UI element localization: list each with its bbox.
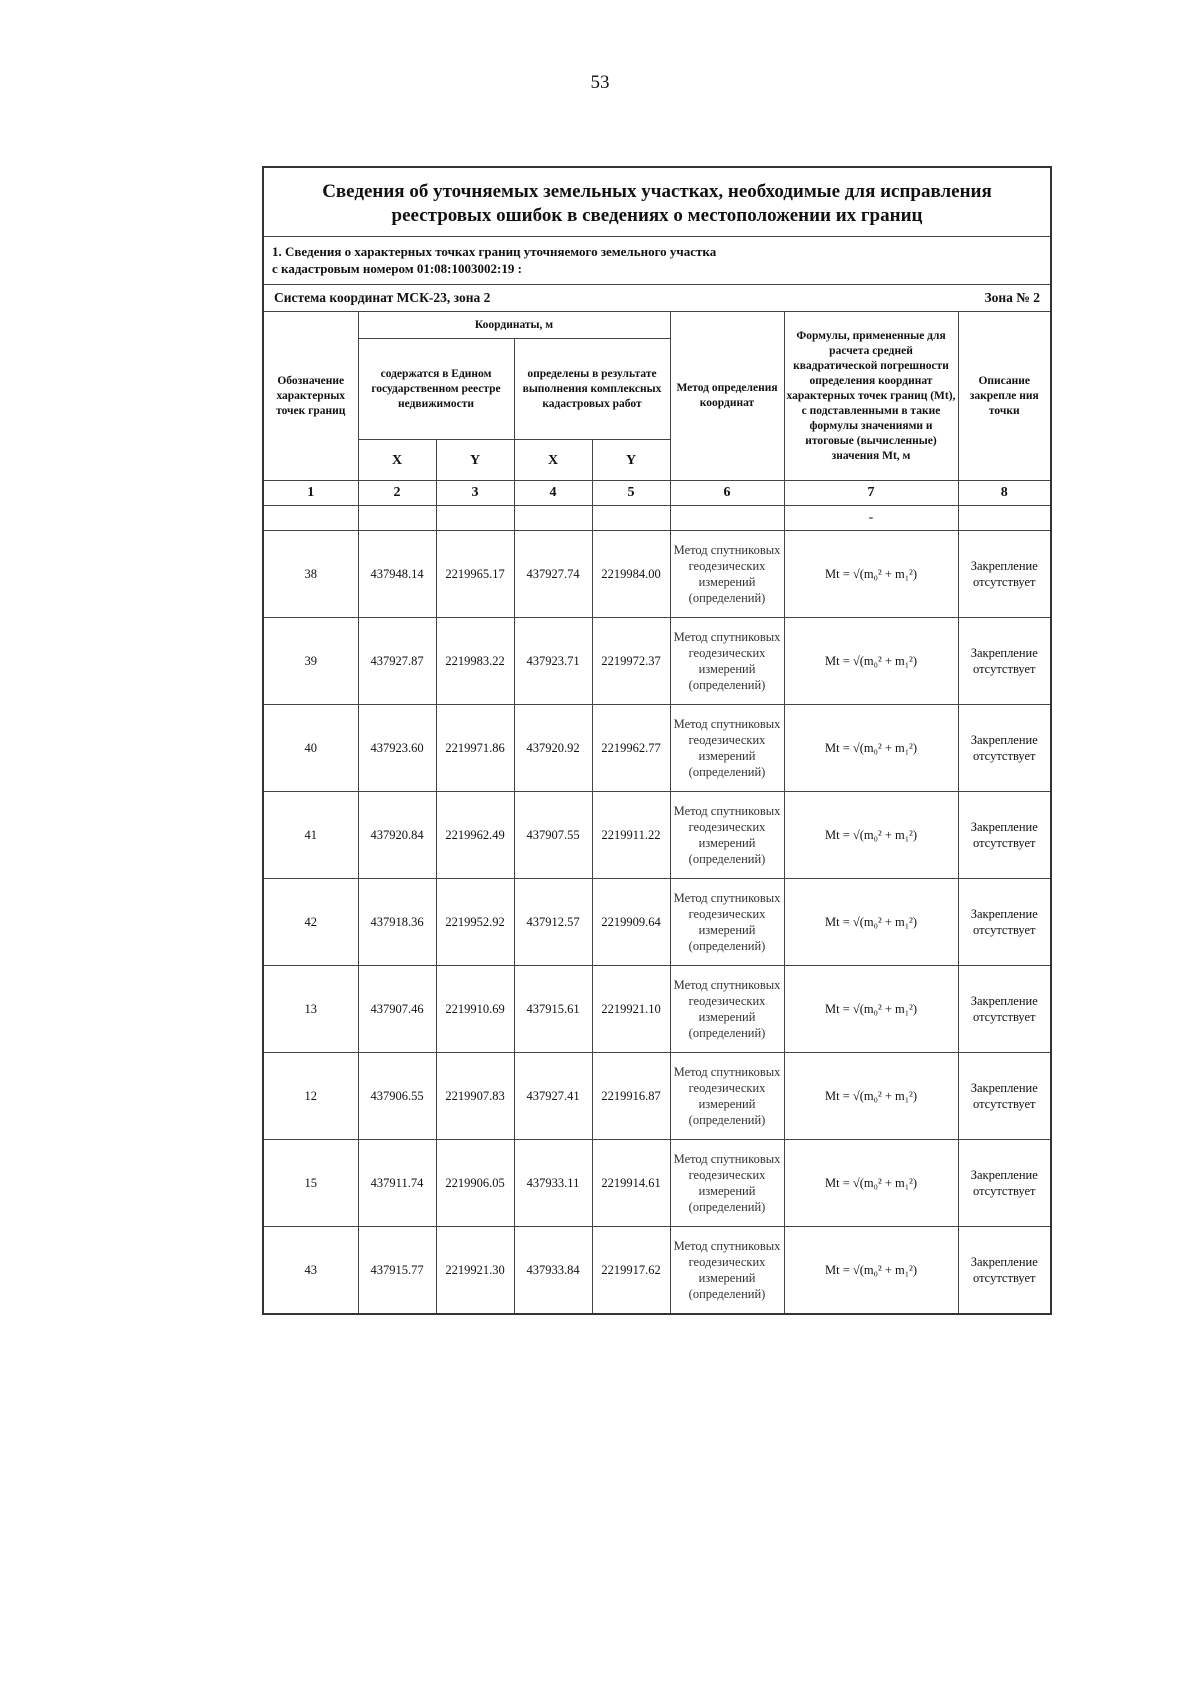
x-registry-cell: 437911.74: [358, 1140, 436, 1227]
blank-cell: [592, 506, 670, 531]
table-row: [264, 531, 1050, 618]
column-number: 2: [358, 481, 436, 506]
x-registry-cell: 437907.46: [358, 966, 436, 1053]
zone-label: Зона № 2: [984, 290, 1040, 305]
document-title: Сведения об уточняемых земельных участках, необходимые для исправления реестровых ошибок в сведениях о местоположении их границ: [264, 168, 1050, 237]
x-registry-cell: 437920.84: [358, 792, 436, 879]
blank-cell: [670, 506, 784, 531]
y-determined-cell: 2219962.77: [592, 705, 670, 792]
y-registry-cell: 2219907.83: [436, 1053, 514, 1140]
y-determined-cell: 2219916.87: [592, 1053, 670, 1140]
y-determined-cell: 2219911.22: [592, 792, 670, 879]
column-number: 6: [670, 481, 784, 506]
header-x-registry: X: [358, 440, 436, 481]
method-cell: Метод спутниковых геодезических измерений (определений): [670, 1227, 784, 1314]
x-registry-cell: 437927.87: [358, 618, 436, 705]
table-row: [264, 618, 1050, 705]
page-number: 53: [590, 72, 610, 93]
header-method: Метод определения координат: [670, 312, 784, 481]
point-cell: 15: [264, 1140, 358, 1227]
coordinate-system-label: Система координат МСК-23, зона 2: [274, 290, 491, 305]
column-numbers-row: [264, 481, 1050, 506]
x-determined-cell: 437927.74: [514, 531, 592, 618]
table-row: [264, 1227, 1050, 1314]
section-heading-line2: с кадастровым номером 01:08:1003002:19 :: [272, 261, 522, 276]
blank-cell: [958, 506, 1050, 531]
y-determined-cell: 2219921.10: [592, 966, 670, 1053]
y-determined-cell: 2219984.00: [592, 531, 670, 618]
column-number: 7: [784, 481, 958, 506]
y-determined-cell: 2219917.62: [592, 1227, 670, 1314]
point-cell: 12: [264, 1053, 358, 1140]
x-determined-cell: 437927.41: [514, 1053, 592, 1140]
x-determined-cell: 437933.84: [514, 1227, 592, 1314]
point-cell: 13: [264, 966, 358, 1053]
blank-cell: [436, 506, 514, 531]
blank-cell: [264, 506, 358, 531]
fixation-cell: Закрепление отсутствует: [958, 531, 1050, 618]
formula-cell: Mt = √(m₀² + m₁²): [784, 618, 958, 705]
y-registry-cell: 2219962.49: [436, 792, 514, 879]
x-determined-cell: 437933.11: [514, 1140, 592, 1227]
table-row: [264, 1053, 1050, 1140]
fixation-cell: Закрепление отсутствует: [958, 792, 1050, 879]
blank-dash-cell: -: [784, 506, 958, 531]
x-registry-cell: 437915.77: [358, 1227, 436, 1314]
y-registry-cell: 2219983.22: [436, 618, 514, 705]
header-x-determined: X: [514, 440, 592, 481]
point-cell: 43: [264, 1227, 358, 1314]
fixation-cell: Закрепление отсутствует: [958, 1227, 1050, 1314]
formula-cell: Mt = √(m₀² + m₁²): [784, 705, 958, 792]
y-registry-cell: 2219965.17: [436, 531, 514, 618]
table-row: [264, 966, 1050, 1053]
point-cell: 41: [264, 792, 358, 879]
method-cell: Метод спутниковых геодезических измерений (определений): [670, 705, 784, 792]
header-determined: определены в результате выполнения комплексных кадастровых работ: [514, 339, 670, 440]
fixation-cell: Закрепление отсутствует: [958, 1140, 1050, 1227]
formula-cell: Mt = √(m₀² + m₁²): [784, 792, 958, 879]
column-number: 5: [592, 481, 670, 506]
formula-cell: Mt = √(m₀² + m₁²): [784, 531, 958, 618]
point-cell: 42: [264, 879, 358, 966]
header-description: Описание закрепле ния точки: [958, 312, 1050, 481]
method-cell: Метод спутниковых геодезических измерений (определений): [670, 531, 784, 618]
formula-cell: Mt = √(m₀² + m₁²): [784, 966, 958, 1053]
x-determined-cell: 437923.71: [514, 618, 592, 705]
method-cell: Метод спутниковых геодезических измерений (определений): [670, 618, 784, 705]
x-determined-cell: 437920.92: [514, 705, 592, 792]
x-determined-cell: 437915.61: [514, 966, 592, 1053]
table-row: [264, 792, 1050, 879]
formula-cell: Mt = √(m₀² + m₁²): [784, 1227, 958, 1314]
method-cell: Метод спутниковых геодезических измерений (определений): [670, 879, 784, 966]
x-registry-cell: 437906.55: [358, 1053, 436, 1140]
table-row: [264, 879, 1050, 966]
column-number: 8: [958, 481, 1050, 506]
y-registry-cell: 2219910.69: [436, 966, 514, 1053]
y-determined-cell: 2219972.37: [592, 618, 670, 705]
y-registry-cell: 2219971.86: [436, 705, 514, 792]
y-registry-cell: 2219906.05: [436, 1140, 514, 1227]
x-registry-cell: 437918.36: [358, 879, 436, 966]
blank-cell: [514, 506, 592, 531]
point-cell: 40: [264, 705, 358, 792]
fixation-cell: Закрепление отсутствует: [958, 966, 1050, 1053]
x-registry-cell: 437948.14: [358, 531, 436, 618]
y-registry-cell: 2219952.92: [436, 879, 514, 966]
header-y-registry: Y: [436, 440, 514, 481]
coordinates-table: [264, 312, 1050, 1313]
formula-cell: Mt = √(m₀² + m₁²): [784, 879, 958, 966]
header-formulas: Формулы, примененные для расчета средней квадратической погрешности определения координат характерных точек границ (Mt), с подставленными в такие формулы значениями и итоговые (вычисленные) значения Mt, м: [784, 312, 958, 481]
column-number: 3: [436, 481, 514, 506]
table-row: [264, 1140, 1050, 1227]
x-determined-cell: 437912.57: [514, 879, 592, 966]
fixation-cell: Закрепление отсутствует: [958, 1053, 1050, 1140]
formula-cell: Mt = √(m₀² + m₁²): [784, 1053, 958, 1140]
column-number: 4: [514, 481, 592, 506]
coordinate-system-row: [264, 285, 1050, 312]
y-determined-cell: 2219914.61: [592, 1140, 670, 1227]
method-cell: Метод спутниковых геодезических измерений (определений): [670, 1140, 784, 1227]
header-coordinates: Координаты, м: [358, 312, 670, 339]
blank-cell: [358, 506, 436, 531]
header-in-registry: содержатся в Едином государственном реестре недвижимости: [358, 339, 514, 440]
x-determined-cell: 437907.55: [514, 792, 592, 879]
y-determined-cell: 2219909.64: [592, 879, 670, 966]
header-y-determined: Y: [592, 440, 670, 481]
point-cell: 38: [264, 531, 358, 618]
point-cell: 39: [264, 618, 358, 705]
method-cell: Метод спутниковых геодезических измерений (определений): [670, 1053, 784, 1140]
fixation-cell: Закрепление отсутствует: [958, 705, 1050, 792]
formula-cell: Mt = √(m₀² + m₁²): [784, 1140, 958, 1227]
document-table-container: [262, 166, 1052, 1315]
table-row: [264, 705, 1050, 792]
column-number: 1: [264, 481, 358, 506]
header-point-designation: Обозначение характерных точек границ: [264, 312, 358, 481]
fixation-cell: Закрепление отсутствует: [958, 618, 1050, 705]
blank-row: [264, 506, 1050, 531]
method-cell: Метод спутниковых геодезических измерений (определений): [670, 966, 784, 1053]
x-registry-cell: 437923.60: [358, 705, 436, 792]
y-registry-cell: 2219921.30: [436, 1227, 514, 1314]
fixation-cell: Закрепление отсутствует: [958, 879, 1050, 966]
method-cell: Метод спутниковых геодезических измерений (определений): [670, 792, 784, 879]
section-heading: [264, 237, 1050, 285]
section-heading-line1: 1. Сведения о характерных точках границ уточняемого земельного участка: [272, 244, 717, 259]
